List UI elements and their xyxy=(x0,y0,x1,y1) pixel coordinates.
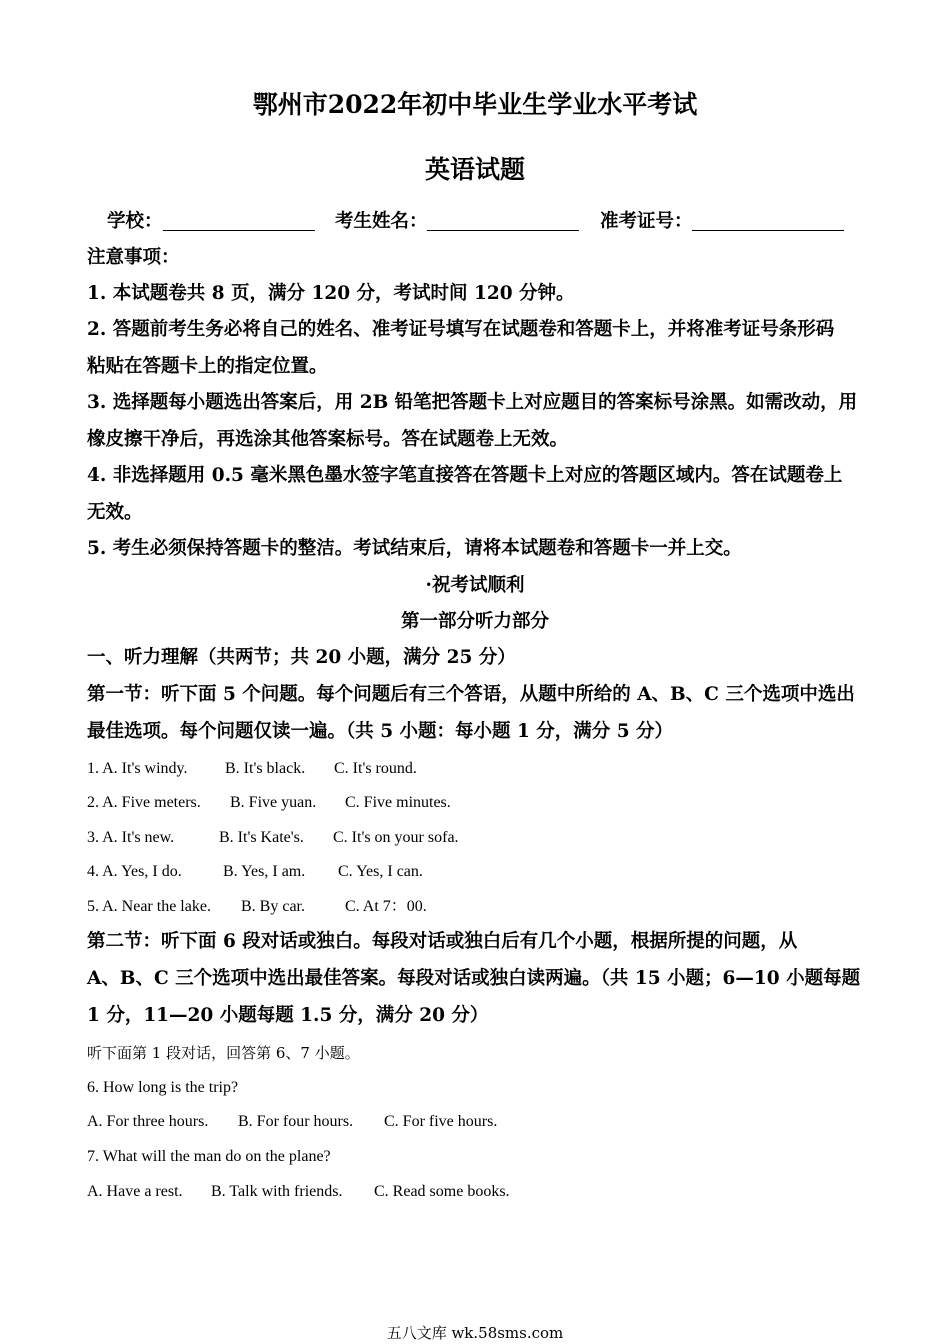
dialogue-intro: 听下面第 1 段对话，回答第 6、7 小题。 xyxy=(87,1044,360,1062)
option-a: 5. A. Near the lake. xyxy=(87,898,211,915)
exam-number-label: 准考证号： xyxy=(599,211,693,232)
section2-instructions: 1 分，11—20 小题每题 1.5 分，满分 20 分） xyxy=(87,1005,489,1026)
notice-line: 2. 答题前考生务必将自己的姓名、准考证号填写在试题卷和答题卡上，并将准考证号条形码 xyxy=(87,319,835,340)
part-title: 第一部分听力部分 xyxy=(400,611,549,632)
name-field xyxy=(335,210,580,234)
good-luck-wish: ·祝考试顺利 xyxy=(425,575,525,596)
question-6: 6. How long is the trip? xyxy=(87,1079,239,1096)
option-b: B. For four hours. xyxy=(238,1113,354,1130)
notice-line: 橡皮擦干净后，再选涂其他答案标号。答在试题卷上无效。 xyxy=(87,429,569,450)
notice-line: 粘贴在答题卡上的指定位置。 xyxy=(87,356,328,377)
exam-number-field xyxy=(600,210,845,234)
section-heading: 一、听力理解（共两节；共 20 小题，满分 25 分） xyxy=(87,647,516,668)
question-5 xyxy=(87,895,877,919)
notice-line: 无效。 xyxy=(87,502,143,523)
notice-line: 5. 考生必须保持答题卡的整洁。考试结束后，请将本试题卷和答题卡一并上交。 xyxy=(87,538,742,559)
exam-number-blank[interactable] xyxy=(692,212,844,231)
exam-subtitle: 英语试题 xyxy=(424,155,525,184)
school-blank[interactable] xyxy=(163,212,315,231)
option-b: B. It's Kate's. xyxy=(219,829,304,846)
question-6-options xyxy=(87,1110,877,1134)
option-b: B. By car. xyxy=(241,898,305,915)
candidate-info-row xyxy=(107,210,897,234)
school-field xyxy=(107,210,315,234)
question-2 xyxy=(87,791,877,815)
option-c: C. Read some books. xyxy=(374,1183,510,1200)
notice-line: 1. 本试题卷共 8 页，满分 120 分，考试时间 120 分钟。 xyxy=(87,283,575,304)
option-c: C. It's on your sofa. xyxy=(333,829,459,846)
option-a: 4. A. Yes, I do. xyxy=(87,863,182,880)
notice-line: 4. 非选择题用 0.5 毫米黑色墨水签字笔直接答在答题卡上对应的答题区域内。答在试题卷上 xyxy=(87,465,843,486)
section2-instructions: 第二节：听下面 6 段对话或独白。每段对话或独白后有几个小题，根据所提的问题，从 xyxy=(87,931,798,952)
name-blank[interactable] xyxy=(427,212,579,231)
question-3 xyxy=(87,826,877,850)
option-c: C. Five minutes. xyxy=(345,794,451,811)
option-c: C. At 7：00. xyxy=(345,898,427,915)
option-c: C. Yes, I can. xyxy=(338,863,423,880)
section1-instructions: 最佳选项。每个问题仅读一遍。（共 5 小题：每小题 1 分，满分 5 分） xyxy=(87,721,674,742)
question-1 xyxy=(87,757,877,781)
exam-title: 鄂州市2022年初中毕业生学业水平考试 xyxy=(252,90,698,119)
section1-instructions: 第一节：听下面 5 个问题。每个问题后有三个答语，从题中所给的 A、B、C 三个选项中选出 xyxy=(87,684,855,705)
option-c: C. For five hours. xyxy=(384,1113,498,1130)
option-a: 2. A. Five meters. xyxy=(87,794,201,811)
option-b: B. Yes, I am. xyxy=(223,863,306,880)
option-b: B. Talk with friends. xyxy=(211,1183,343,1200)
option-b: B. Five yuan. xyxy=(230,794,317,811)
option-a: A. Have a rest. xyxy=(87,1183,183,1200)
option-a: 3. A. It's new. xyxy=(87,829,175,846)
question-4 xyxy=(87,860,877,884)
question-7: 7. What will the man do on the plane? xyxy=(87,1148,331,1165)
option-b: B. It's black. xyxy=(225,760,306,777)
section2-instructions: A、B、C 三个选项中选出最佳答案。每段对话或独白读两遍。（共 15 小题；6—10 小题每题 xyxy=(87,968,861,989)
notice-line: 3. 选择题每小题选出答案后，用 2B 铅笔把答题卡上对应题目的答案标号涂黑。如需改动，用 xyxy=(87,392,858,413)
name-label: 考生姓名： xyxy=(334,211,428,232)
school-label: 学校： xyxy=(107,211,163,232)
notice-heading: 注意事项： xyxy=(87,247,180,268)
option-a: A. For three hours. xyxy=(87,1113,209,1130)
option-c: C. It's round. xyxy=(334,760,417,777)
footer-watermark: 五八文库 wk.58sms.com xyxy=(386,1324,564,1342)
question-7-options xyxy=(87,1180,877,1204)
option-a: 1. A. It's windy. xyxy=(87,760,188,777)
